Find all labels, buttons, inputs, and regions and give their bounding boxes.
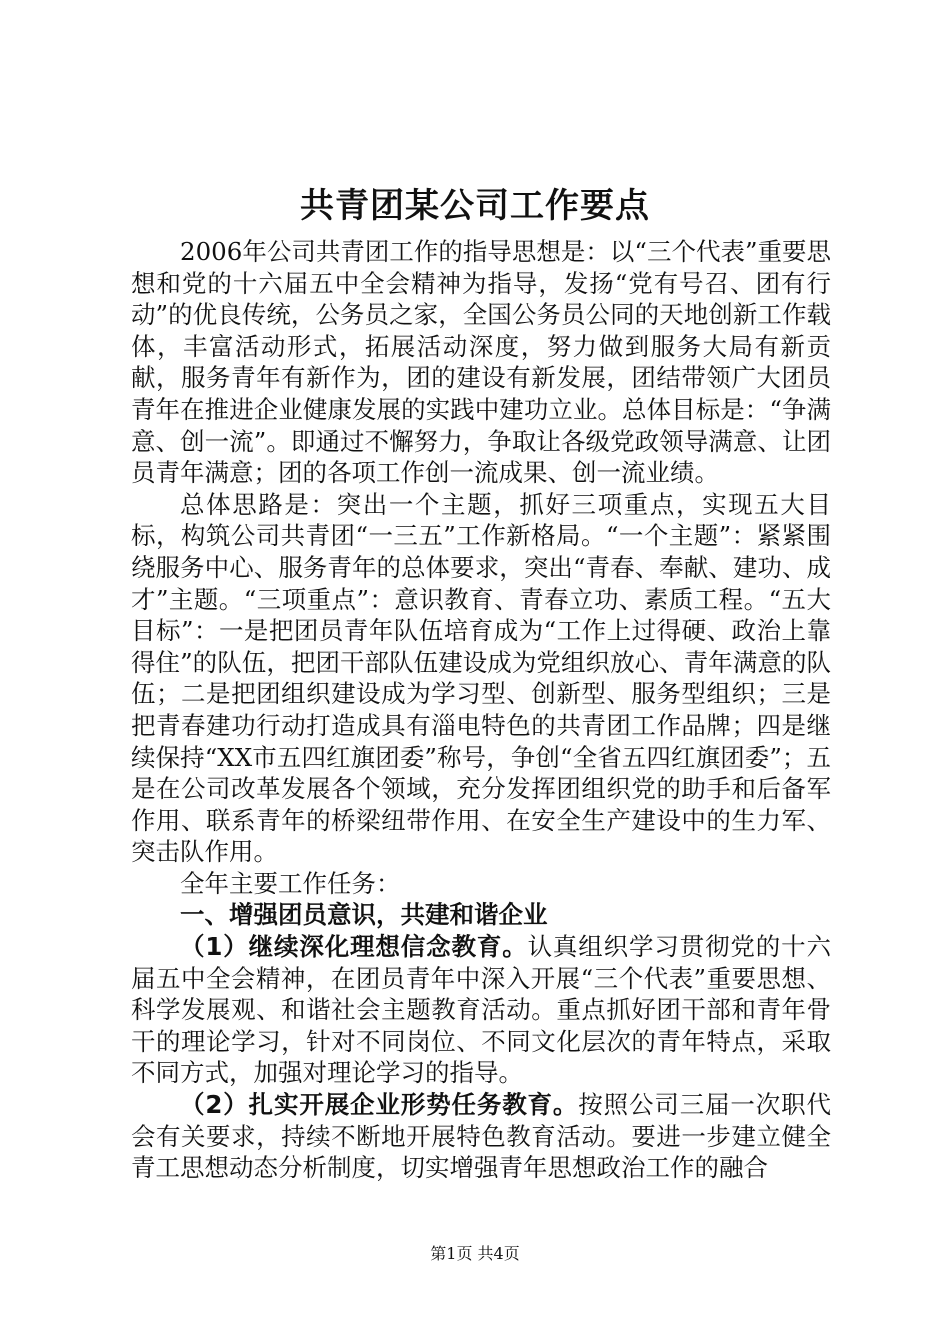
list-item-2 xyxy=(131,1089,831,1184)
list-item-2-text: 按照公司三届一次职代会有关要求，持续不断地开展特色教育活动。要进一步建立健全青工思想动态分析制度，切实增强青年思想政治工作的融合 xyxy=(131,1090,832,1183)
paragraph-guiding-ideology: 2006年公司共青团工作的指导思想是：以“三个代表”重要思想和党的十六届五中全会精神为指导，发扬“党有号召、团有行动”的优良传统，公务员之家，全国公务员公同的天地创新工作载体，丰富活动形式，拓展活动深度，努力做到服务大局有新贡献，服务青年有新作为，团的建设有新发展，团结带领广大团员青年在推进企业健康发展的实践中建功立业。总体目标是：“争满意、创一流”。即通过不懈努力，争取让各级党政领导满意、让团员青年满意；团的各项工作创一流成果、创一流业绩。 xyxy=(131,237,831,488)
paragraph-overall-approach: 总体思路是：突出一个主题，抓好三项重点，实现五大目标，构筑公司共青团“一三五”工作新格局。“一个主题”：紧紧围绕服务中心、服务青年的总体要求，突出“青春、奉献、建功、成才”主题。“三项重点”：意识教育、青春立功、素质工程。“五大目标”：一是把团员青年队伍培育成为“工作上过得硬、政治上靠得住”的队伍，把团干部队伍建设成为党组织放心、青年满意的队伍；二是把团组织建设成为学习型、创新型、服务型组织；三是把青春建功行动打造成具有淄电特色的共青团工作品牌；四是继续保持“XX市五四红旗团委”称号，争创“全省五四红旗团委”；五是在公司改革发展各个领域，充分发挥团组织党的助手和后备军作用、联系青年的桥梁纽带作用、在安全生产建设中的生力军、突击队作用。 xyxy=(131,489,831,867)
page-number-footer: 第1页 共4页 xyxy=(430,1244,520,1263)
document-body xyxy=(131,236,831,1184)
list-item-1-lead: （1）继续深化理想信念教育。 xyxy=(180,932,528,962)
paragraph-main-tasks-intro: 全年主要工作任务： xyxy=(180,868,401,898)
list-item-2-lead: （2）扎实开展企业形势任务教育。 xyxy=(180,1090,579,1120)
list-item-1 xyxy=(131,931,831,1089)
section-heading-1: 一、增强团员意识，共建和谐企业 xyxy=(180,900,548,930)
list-item-1-text: 认真组织学习贯彻党的十六届五中全会精神，在团员青年中深入开展“三个代表”重要思想、科学发展观、和谐社会主题教育活动。重点抓好团干部和青年骨干的理论学习，针对不同岗位、不同文化层次的青年特点，采取不同方式，加强对理论学习的指导。 xyxy=(131,932,832,1088)
document-title: 共青团某公司工作要点 xyxy=(300,186,650,226)
